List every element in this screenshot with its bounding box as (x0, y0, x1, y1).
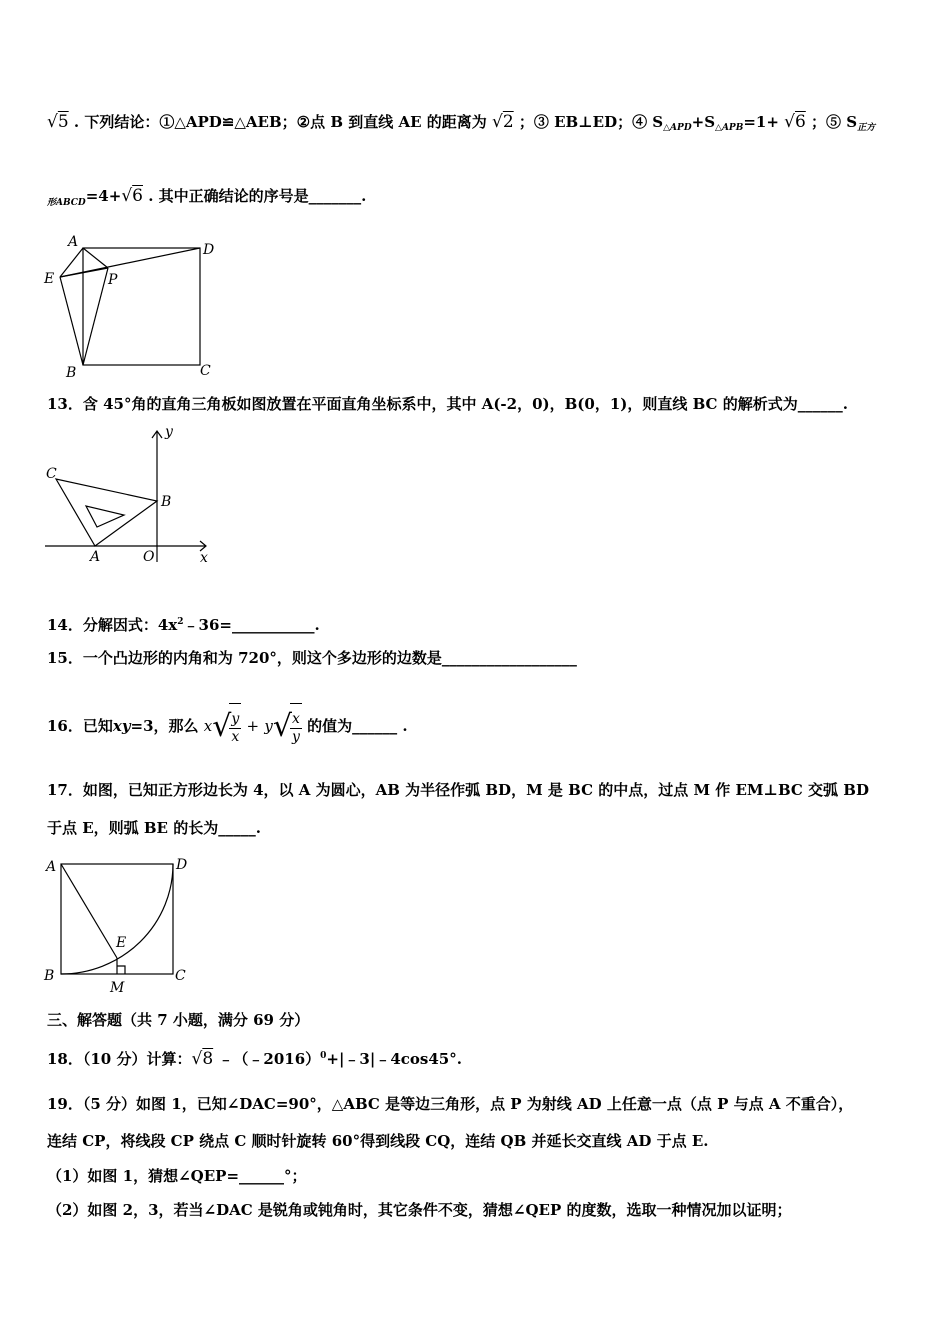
section3-heading: 三、解答题（共 7 小题，满分 69 分） (47, 1011, 310, 1029)
label-c: C (200, 363, 211, 379)
sqrt5-radical: √5 (47, 112, 69, 132)
segment-ap (83, 248, 108, 268)
triangle-abc (56, 479, 157, 546)
label-a: A (68, 234, 79, 250)
label-p: P (108, 272, 118, 288)
q19-part2: （2）如图 2，3，若当∠DAC 是锐角或钝角时，其它条件不变，猜想∠QEP 的度数，选取一种情况加以证明； (47, 1201, 792, 1219)
q13-figure (40, 422, 220, 572)
segment-pb (83, 268, 108, 365)
radical-sign-2: √ (272, 709, 292, 744)
sqrt2-radical: √2 (492, 112, 514, 132)
q17-figure (40, 852, 200, 997)
label-o: O (143, 549, 155, 565)
segment-ae (61, 864, 117, 958)
label-c: C (46, 466, 57, 482)
label-y: y (165, 424, 173, 440)
fraction-x-over-y: $\frac{x}{y}$ (291, 711, 300, 745)
q12-figure (40, 232, 230, 382)
label-d: D (176, 857, 188, 873)
q17-line2: 于点 E，则弧 BE 的长为_____. (47, 819, 261, 837)
label-d: D (203, 242, 215, 258)
q12-line2: $_{形ABCD}$=4+√6 . 其中正确结论的序号是_______. (47, 186, 367, 208)
q16-text: 16．已知xy=3，那么 x√ $\frac{y}{x}$ + y√ $\frac{x}{y}$ 的值为______ . (47, 702, 408, 752)
triangle-hole (86, 506, 124, 527)
q15-text: 15．一个凸边形的内角和为 720°，则这个多边形的边数是__________________ (47, 649, 577, 667)
q17-line1: 17．如图，已知正方形边长为 4，以 A 为圆心，AB 为半径作弧 BD，M 是 BC 的中点，过点 M 作 EM⊥BC 交弧 BD (47, 781, 869, 799)
segment-ed (60, 248, 200, 277)
square-abcd (83, 248, 200, 365)
segment-eb (60, 277, 83, 365)
label-b: B (44, 968, 55, 984)
sqrt8-radical: √8 (191, 1049, 214, 1069)
label-e: E (116, 935, 127, 951)
q19-line2: 连结 CP，将线段 CP 绕点 C 顺时针旋转 60°得到线段 CQ，连结 QB 并延长交直线 AD 于点 E. (47, 1132, 709, 1150)
sqrt6-radical-2: √6 (121, 186, 143, 206)
q12-line1: √5 . 下列结论：①△APD≌△AEB；②点 B 到直线 AE 的距离为 √2 ；③ EB⊥ED；④ $S_{\triangle APD}+S_{\triangle APB}=1+ √6$ ；⑤ $S_{正方}$ (47, 112, 876, 133)
q13-text: 13．含 45°角的直角三角板如图放置在平面直角坐标系中，其中 A(-2，0)，B(0，1)，则直线 BC 的解析式为______. (47, 395, 848, 413)
label-a: A (46, 859, 57, 875)
radical-sign-1: √ (212, 709, 232, 744)
q19-line1: 19．（5 分）如图 1，已知∠DAC=90°，△ABC 是等边三角形，点 P 为射线 AD 上任意一点（点 P 与点 A 不重合）， (47, 1095, 854, 1113)
q14-text: 14．分解因式：$4x^2﹣36=\_\_\_\_\_\_\_\_\_\_\_$. (47, 616, 320, 634)
label-m: M (110, 980, 125, 996)
label-b: B (66, 365, 77, 381)
q19-part1: （1）如图 1，猜想∠QEP=______°； (47, 1167, 307, 1185)
sqrt6-radical: √6 (784, 112, 806, 132)
label-b: B (161, 494, 172, 510)
label-c: C (175, 968, 186, 984)
q18-text: 18．（10 分）计算：√8 ﹣（﹣2016）$^0$+|﹣3|﹣4cos45°. (47, 1049, 462, 1069)
label-e: E (44, 271, 55, 287)
label-a: A (90, 549, 101, 565)
right-angle-mark (117, 966, 125, 974)
fraction-y-over-x: $\frac{y}{x}$ (231, 711, 240, 745)
label-x: x (200, 550, 208, 566)
